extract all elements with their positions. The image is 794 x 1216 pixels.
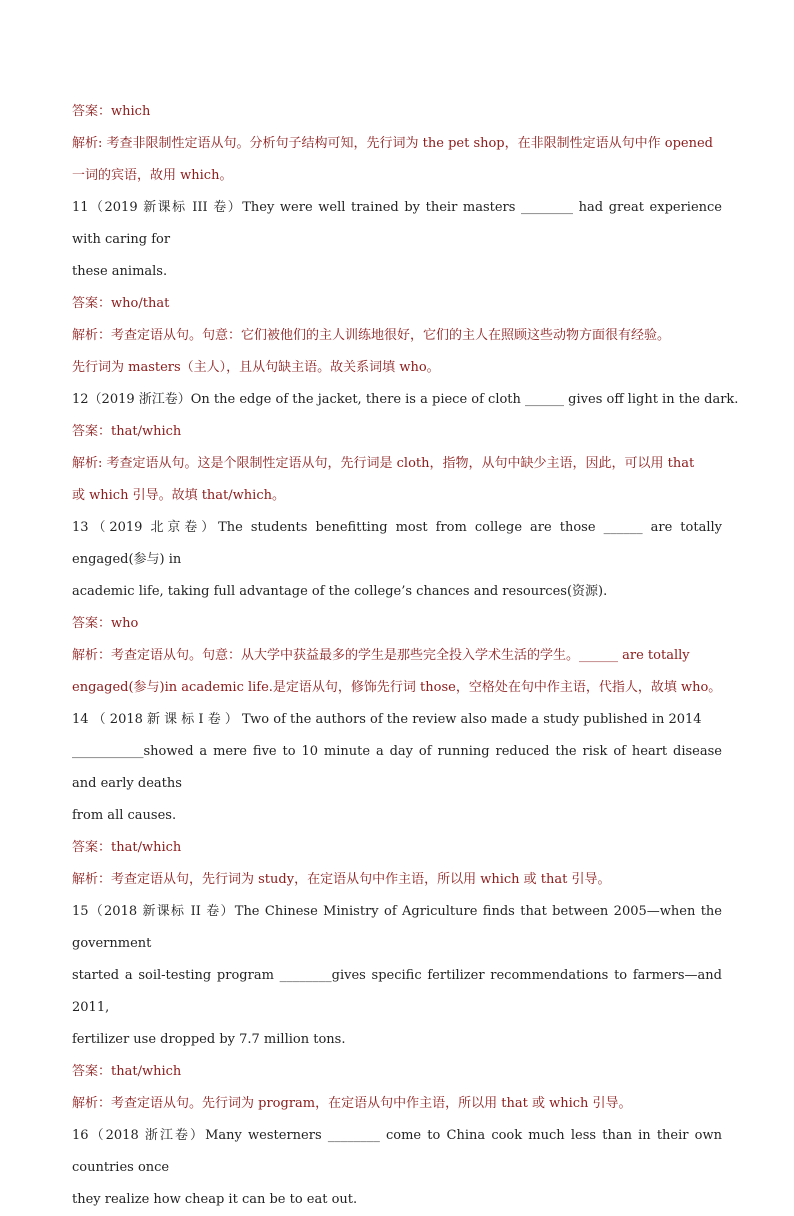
question-line: fertilizer use dropped by 7.7 million tons. [72,1032,346,1047]
question-line: they realize how cheap it can be to eat out. [72,1192,358,1207]
analysis-line: engaged(参与)in academic life.是定语从句，修饰先行词 those，空格处在句中作主语，代指人，故填 who。 [72,680,722,695]
analysis-line: 先行词为 masters（主人），且从句缺主语。故关系词填 who。 [72,360,440,375]
answer-label: 答案： [72,1064,112,1079]
question-line: 11（2019 新课标 III 卷）They were well trained by their masters ________ had great experience with caring for [72,200,722,247]
question-line: 14 （ 2018 新 课 标 I 卷 ） Two of the authors of the review also made a study published in 2014 [72,712,702,727]
answer-value: that/which [111,424,182,439]
analysis-line: 解析: 考查定语从句。这是个限制性定语从句，先行词是 cloth，指物，从句中缺少主语，因此，可以用 that [72,456,695,471]
question-line: 12（2019 浙江卷）On the edge of the jacket, there is a piece of cloth ______ gives off light in the dark. [72,392,739,407]
answer-value: that/which [111,1064,182,1079]
answer-value: which [111,104,151,119]
document-content [72,96,739,1216]
question-line: from all causes. [72,808,177,823]
answer-value: who [111,616,139,631]
answer-label: 答案： [72,424,112,439]
question-line: 15（2018 新课标 II 卷）The Chinese Ministry of Agriculture finds that between 2005—when the government [72,904,722,951]
answer-line [72,416,722,448]
question-line: started a soil-testing program ________gives specific fertilizer recommendations to farmers—and 2011, [72,968,722,1015]
answer-label: 答案： [72,104,112,119]
answer-line [72,288,722,320]
answer-line [72,832,722,864]
analysis-line: 解析：考查定语从句。句意：从大学中获益最多的学生是那些完全投入学术生活的学生。______ are totally [72,648,690,663]
answer-label: 答案： [72,840,112,855]
question-line: 13（2019 北京卷）The students benefitting most from college are those ______ are totally engaged(参与) in [72,520,722,567]
question-line: academic life, taking full advantage of the college’s chances and resources(资源). [72,584,608,599]
answer-label: 答案： [72,296,112,311]
answer-line [72,608,722,640]
answer-value: that/which [111,840,182,855]
answer-label: 答案： [72,616,112,631]
analysis-line: 一词的宾语，故用 which。 [72,168,233,183]
analysis-line: 解析：考查定语从句。句意：它们被他们的主人训练地很好，它们的主人在照顾这些动物方面很有经验。 [72,328,671,343]
question-line: 16（2018 浙江卷）Many westerners ________ come to China cook much less than in their own countries once [72,1128,722,1175]
document-page [72,96,739,1216]
analysis-line: 解析：考查定语从句。先行词为 program，在定语从句中作主语，所以用 that 或 which 引导。 [72,1096,632,1111]
question-line: these animals. [72,264,168,279]
question-line: ___________showed a mere five to 10 minute a day of running reduced the risk of heart disease and early deaths [72,744,722,791]
answer-line [72,1056,722,1088]
analysis-line: 解析：考查定语从句，先行词为 study，在定语从句中作主语，所以用 which 或 that 引导。 [72,872,611,887]
answer-line [72,96,722,128]
analysis-line: 或 which 引导。故填 that/which。 [72,488,285,503]
analysis-line: 解析: 考查非限制性定语从句。分析句子结构可知，先行词为 the pet shop，在非限制性定语从句中作 opened [72,136,713,151]
answer-value: who/that [111,296,170,311]
